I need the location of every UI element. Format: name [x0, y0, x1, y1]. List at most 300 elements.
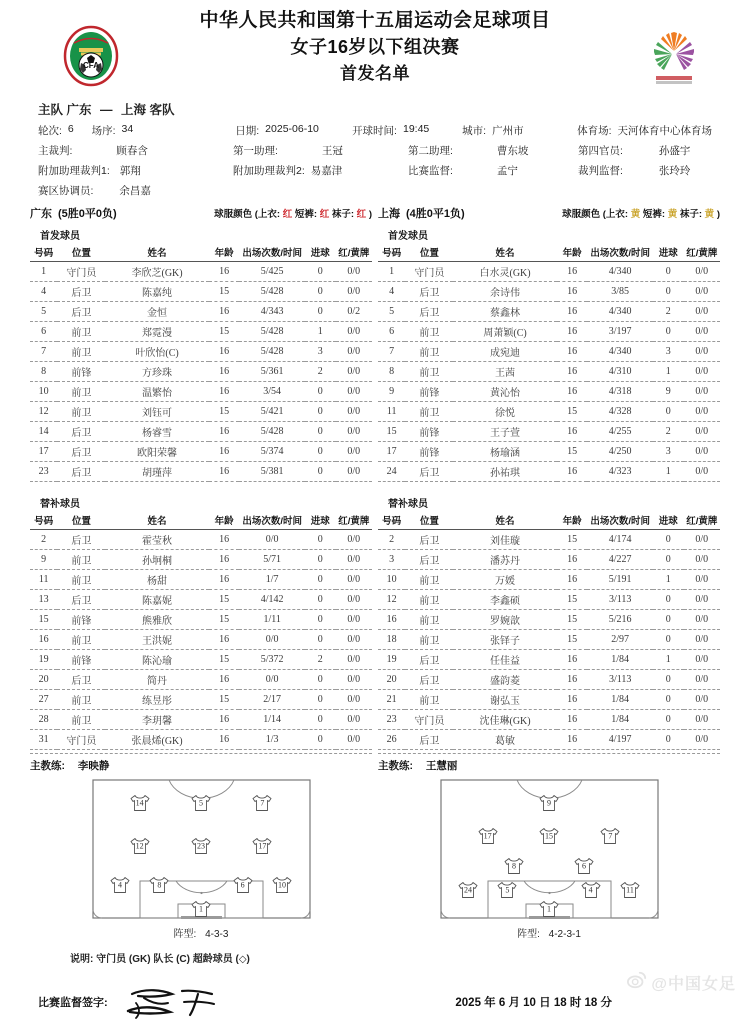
player-appearances: 4/174	[587, 530, 652, 550]
player-number: 10	[30, 382, 57, 402]
player-number: 26	[378, 730, 405, 750]
player-position: 前卫	[405, 342, 453, 362]
player-cards: 0/0	[336, 550, 372, 570]
pitch-player-shirt[interactable]	[271, 876, 293, 895]
svg-text:CFA: CFA	[83, 61, 99, 70]
player-appearances: 1/7	[239, 570, 304, 590]
coordinator-value: 余昌嘉	[119, 185, 151, 197]
table-row[interactable]	[30, 322, 372, 342]
player-position: 前卫	[57, 630, 105, 650]
table-row[interactable]	[30, 402, 372, 422]
player-cards: 0/0	[684, 282, 720, 302]
table-row[interactable]	[30, 302, 372, 322]
player-cards: 0/0	[684, 402, 720, 422]
table-row[interactable]	[378, 402, 720, 422]
versus-dash: —	[100, 103, 113, 117]
player-age: 16	[209, 530, 240, 550]
player-name: 沈佳琳(GK)	[453, 710, 556, 730]
national-games-logo	[640, 26, 708, 88]
player-goals: 0	[305, 302, 336, 322]
player-appearances: 1/84	[587, 710, 652, 730]
player-name: 李玥馨	[105, 710, 208, 730]
kickoff-value: 19:45	[402, 123, 430, 135]
player-cards: 0/0	[336, 422, 372, 442]
player-goals: 0	[305, 630, 336, 650]
pitch-player-shirt[interactable]	[477, 827, 499, 846]
signature-label: 比赛监督签字:	[38, 997, 108, 1009]
table-row[interactable]	[378, 650, 720, 670]
player-goals: 0	[305, 262, 336, 282]
kit-colors	[214, 206, 372, 220]
starters-title: 首发球员	[388, 231, 428, 242]
player-position: 后卫	[57, 590, 105, 610]
pitch-player-shirt[interactable]	[599, 827, 621, 846]
pitch-player-shirt[interactable]	[538, 793, 560, 812]
pitch-player-shirt[interactable]	[457, 880, 479, 899]
pitch-player-shirt[interactable]	[503, 856, 525, 875]
referee-field	[38, 143, 233, 158]
player-position: 前卫	[405, 690, 453, 710]
pitch-player-number: 7	[608, 831, 613, 841]
col-header-apps: 出场次数/时间	[239, 512, 304, 530]
player-cards: 0/0	[684, 730, 720, 750]
table-row[interactable]	[378, 362, 720, 382]
player-name: 陈沁瑜	[105, 650, 208, 670]
player-goals: 1	[653, 462, 684, 482]
player-position: 前锋	[57, 362, 105, 382]
player-goals: 0	[653, 710, 684, 730]
col-header-pos: 位置	[57, 244, 105, 262]
pitch-player-shirt[interactable]	[496, 880, 518, 899]
referee-supervisor-value: 张玲玲	[658, 165, 691, 177]
col-header-apps: 出场次数/时间	[587, 244, 652, 262]
player-name: 孙坰桐	[105, 550, 208, 570]
col-header-pos: 位置	[405, 512, 453, 530]
player-cards: 0/0	[684, 530, 720, 550]
col-header-pos: 位置	[405, 244, 453, 262]
table-row[interactable]	[378, 710, 720, 730]
table-row[interactable]	[378, 550, 720, 570]
player-number: 10	[378, 570, 405, 590]
match-info-row-2	[38, 143, 712, 158]
pitch-player-shirt[interactable]	[190, 900, 212, 919]
player-position: 后卫	[57, 462, 105, 482]
formation-diagram	[378, 779, 720, 919]
pitch-player-shirt[interactable]	[538, 900, 560, 919]
player-cards: 0/0	[336, 710, 372, 730]
player-goals: 0	[653, 530, 684, 550]
player-appearances: 5/216	[587, 610, 652, 630]
kit-shorts-color: 黄	[667, 209, 678, 220]
player-age: 16	[209, 442, 240, 462]
player-number: 11	[30, 570, 57, 590]
pitch-player-shirt[interactable]	[190, 837, 212, 856]
player-goals: 2	[653, 302, 684, 322]
team-record: (4胜0平1负)	[406, 208, 465, 220]
player-name: 王茜	[453, 362, 556, 382]
player-name: 温繁怡	[105, 382, 208, 402]
substitutes-title: 替补球员	[388, 499, 428, 510]
player-name: 练昱彤	[105, 690, 208, 710]
teams-line	[38, 100, 712, 118]
player-age: 16	[557, 570, 588, 590]
player-goals: 0	[653, 550, 684, 570]
away-label: 客队	[149, 103, 175, 117]
table-row[interactable]	[30, 530, 372, 550]
player-number: 17	[378, 442, 405, 462]
table-row[interactable]	[30, 422, 372, 442]
player-name: 葛敏	[453, 730, 556, 750]
assistant2-value: 曹东坡	[496, 145, 529, 157]
table-row[interactable]	[30, 342, 372, 362]
table-row[interactable]	[378, 282, 720, 302]
pitch-player-shirt[interactable]	[251, 837, 273, 856]
table-row[interactable]	[378, 262, 720, 282]
stadium-label: 体育场:	[577, 125, 612, 137]
player-position: 后卫	[57, 442, 105, 462]
player-name: 胡瑾萍	[105, 462, 208, 482]
table-row[interactable]	[378, 690, 720, 710]
player-number: 3	[378, 550, 405, 570]
table-row[interactable]	[30, 670, 372, 690]
table-row[interactable]	[30, 590, 372, 610]
player-number: 23	[378, 710, 405, 730]
pitch-player-shirt[interactable]	[538, 827, 560, 846]
pitch-player-shirt[interactable]	[251, 793, 273, 812]
player-goals: 0	[305, 610, 336, 630]
player-goals: 0	[305, 422, 336, 442]
player-cards: 0/0	[684, 442, 720, 462]
pitch-player-number: 7	[260, 798, 265, 808]
player-number: 23	[30, 462, 57, 482]
player-number: 2	[30, 530, 57, 550]
player-number: 6	[30, 322, 57, 342]
coach-name: 王慧丽	[425, 760, 458, 772]
player-appearances: 5/361	[239, 362, 304, 382]
coach-row	[30, 753, 372, 773]
table-row[interactable]	[30, 570, 372, 590]
player-name: 方珍珠	[105, 362, 208, 382]
round-field	[38, 123, 92, 138]
player-appearances: 5/71	[239, 550, 304, 570]
player-goals: 2	[653, 422, 684, 442]
coach-name: 李映静	[77, 760, 110, 772]
col-header-goals: 进球	[305, 512, 336, 530]
player-goals: 0	[653, 590, 684, 610]
player-position: 前锋	[405, 422, 453, 442]
pitch-player-shirt[interactable]	[129, 793, 151, 812]
table-row[interactable]	[378, 530, 720, 550]
player-age: 15	[209, 282, 240, 302]
col-header-age: 年龄	[557, 244, 588, 262]
formation-diagram	[30, 779, 372, 919]
player-goals: 0	[653, 690, 684, 710]
substitutes-title: 替补球员	[40, 499, 80, 510]
player-number: 6	[378, 322, 405, 342]
pitch-player-shirt[interactable]	[109, 876, 131, 895]
col-header-no: 号码	[30, 244, 57, 262]
player-age: 15	[209, 402, 240, 422]
round-label: 轮次:	[38, 125, 62, 137]
player-cards: 0/0	[336, 362, 372, 382]
starters-table	[378, 244, 720, 482]
player-appearances: 4/340	[587, 262, 652, 282]
coach-label: 主教练:	[30, 760, 65, 772]
table-row[interactable]	[30, 550, 372, 570]
player-goals: 0	[305, 530, 336, 550]
player-cards: 0/0	[684, 362, 720, 382]
col-header-cards: 红/黄牌	[336, 512, 372, 530]
table-row[interactable]	[30, 730, 372, 750]
table-row[interactable]	[378, 610, 720, 630]
player-position: 前卫	[57, 342, 105, 362]
pitch-player-shirt[interactable]	[148, 876, 170, 895]
roster-header-row	[378, 512, 720, 530]
team-name: 上海	[378, 208, 400, 220]
player-goals: 1	[653, 650, 684, 670]
col-header-no: 号码	[30, 512, 57, 530]
col-header-no: 号码	[378, 244, 405, 262]
player-age: 16	[557, 282, 588, 302]
match-supervisor-value: 孟宁	[496, 165, 518, 177]
player-age: 15	[557, 442, 588, 462]
pitch-player-shirt[interactable]	[619, 880, 641, 899]
player-goals: 0	[305, 442, 336, 462]
player-appearances: 4/250	[587, 442, 652, 462]
player-appearances: 4/255	[587, 422, 652, 442]
table-row[interactable]	[30, 382, 372, 402]
player-position: 守门员	[405, 262, 453, 282]
player-age: 16	[557, 342, 588, 362]
player-cards: 0/0	[336, 342, 372, 362]
player-number: 11	[378, 402, 405, 422]
referee-supervisor-label: 裁判监督:	[578, 165, 623, 177]
col-header-goals: 进球	[305, 244, 336, 262]
player-number: 20	[30, 670, 57, 690]
formation-row	[30, 925, 372, 940]
order-label: 场序:	[91, 125, 116, 137]
kit-prefix-label: 球服颜色 (上衣:	[562, 209, 629, 220]
kit-shirt-color: 黄	[630, 209, 641, 220]
player-age: 16	[557, 462, 588, 482]
table-row[interactable]	[30, 442, 372, 462]
assistant2-field	[408, 143, 578, 158]
pitch-player-shirt[interactable]	[129, 837, 151, 856]
player-name: 成宛迪	[453, 342, 556, 362]
player-age: 15	[209, 322, 240, 342]
player-cards: 0/0	[336, 322, 372, 342]
substitutes-table	[30, 512, 372, 750]
player-goals: 1	[653, 362, 684, 382]
player-age: 15	[557, 530, 588, 550]
team-block-home	[30, 205, 372, 940]
player-appearances: 5/374	[239, 442, 304, 462]
player-cards: 0/0	[684, 382, 720, 402]
player-name: 刘佳璇	[453, 530, 556, 550]
player-name: 金恒	[105, 302, 208, 322]
player-name: 杨甜	[105, 570, 208, 590]
table-row[interactable]	[30, 610, 372, 630]
kit-socks-label: 袜子:	[331, 209, 355, 220]
player-appearances: 1/84	[587, 690, 652, 710]
player-name: 杨睿雪	[105, 422, 208, 442]
player-position: 后卫	[57, 302, 105, 322]
pitch-player-number: 17	[258, 841, 267, 851]
player-name: 徐悦	[453, 402, 556, 422]
table-row[interactable]	[378, 422, 720, 442]
player-appearances: 0/0	[239, 670, 304, 690]
player-cards: 0/0	[684, 322, 720, 342]
player-goals: 9	[653, 382, 684, 402]
table-row[interactable]	[378, 442, 720, 462]
kit-colors	[562, 206, 720, 220]
table-row[interactable]	[30, 362, 372, 382]
pitch-player-number: 14	[135, 798, 144, 808]
player-number: 28	[30, 710, 57, 730]
table-row[interactable]	[30, 710, 372, 730]
player-position: 后卫	[405, 730, 453, 750]
player-age: 15	[209, 610, 240, 630]
pitch-player-number: 12	[135, 841, 144, 851]
player-age: 16	[209, 302, 240, 322]
player-name: 谢弘玉	[453, 690, 556, 710]
player-age: 16	[557, 322, 588, 342]
pitch-player-number: 4	[117, 880, 122, 890]
date-label: 日期:	[235, 125, 260, 137]
assistant2-label: 第二助理:	[408, 145, 453, 157]
pitch-player-number: 5	[505, 885, 510, 895]
table-row[interactable]	[30, 690, 372, 710]
pitch-player-shirt[interactable]	[190, 793, 212, 812]
player-goals: 0	[305, 590, 336, 610]
player-position: 后卫	[405, 282, 453, 302]
table-row[interactable]	[378, 590, 720, 610]
player-name: 黄沁怡	[453, 382, 556, 402]
player-number: 31	[30, 730, 57, 750]
col-header-cards: 红/黄牌	[684, 244, 720, 262]
player-appearances: 4/142	[239, 590, 304, 610]
player-position: 前卫	[405, 322, 453, 342]
table-row[interactable]	[378, 730, 720, 750]
player-age: 15	[557, 630, 588, 650]
add-assistant1-value: 郭翔	[119, 165, 141, 177]
player-name: 叶欣怡(C)	[105, 342, 208, 362]
col-header-apps: 出场次数/时间	[587, 512, 652, 530]
player-position: 后卫	[405, 302, 453, 322]
player-cards: 0/0	[336, 730, 372, 750]
starters-title: 首发球员	[40, 231, 80, 242]
col-header-pos: 位置	[57, 512, 105, 530]
player-number: 1	[378, 262, 405, 282]
player-cards: 0/0	[336, 462, 372, 482]
kit-shorts-color: 红	[319, 209, 330, 220]
table-row[interactable]	[378, 302, 720, 322]
home-team-name: 广东	[66, 103, 92, 117]
page-title-section: 首发名单	[340, 64, 410, 83]
player-number: 7	[30, 342, 57, 362]
coordinator-field	[38, 183, 233, 198]
table-row[interactable]	[378, 322, 720, 342]
pitch-player-shirt[interactable]	[573, 856, 595, 875]
assistant1-value: 王冠	[321, 145, 343, 157]
player-age: 16	[209, 570, 240, 590]
table-row[interactable]	[30, 650, 372, 670]
referee-label: 主裁判:	[38, 145, 73, 157]
player-position: 守门员	[405, 710, 453, 730]
pitch-player-shirt[interactable]	[232, 876, 254, 895]
player-number: 17	[30, 442, 57, 462]
player-name: 陈嘉妮	[105, 590, 208, 610]
table-row[interactable]	[378, 570, 720, 590]
player-appearances: 1/3	[239, 730, 304, 750]
player-age: 16	[557, 650, 588, 670]
col-header-age: 年龄	[557, 512, 588, 530]
add-assistant1-label: 附加助理裁判1:	[38, 165, 110, 177]
player-age: 16	[209, 730, 240, 750]
player-name: 熊雅欣	[105, 610, 208, 630]
table-row[interactable]	[378, 342, 720, 362]
player-goals: 0	[305, 282, 336, 302]
table-row[interactable]	[30, 262, 372, 282]
stadium-value: 天河体育中心体育场	[617, 125, 712, 137]
player-age: 16	[557, 730, 588, 750]
away-team-name: 上海	[120, 103, 146, 117]
teams-container	[0, 205, 750, 940]
table-row[interactable]	[378, 630, 720, 650]
date-field	[235, 123, 352, 138]
player-number: 9	[30, 550, 57, 570]
kit-suffix-label: )	[368, 209, 372, 220]
player-name: 王子萱	[453, 422, 556, 442]
table-row[interactable]	[378, 670, 720, 690]
table-row[interactable]	[378, 382, 720, 402]
round-value: 6	[67, 123, 74, 135]
player-number: 2	[378, 530, 405, 550]
kit-shorts-label: 短裤:	[642, 209, 666, 220]
team-header	[378, 205, 720, 221]
player-goals: 1	[653, 570, 684, 590]
player-cards: 0/0	[684, 302, 720, 322]
player-cards: 0/0	[336, 610, 372, 630]
player-age: 16	[557, 382, 588, 402]
match-supervisor-label: 比赛监督:	[408, 165, 453, 177]
table-row[interactable]	[30, 630, 372, 650]
table-row[interactable]	[378, 462, 720, 482]
player-number: 16	[378, 610, 405, 630]
pitch-player-number: 11	[626, 885, 634, 895]
formation-value: 4-3-3	[205, 929, 229, 940]
table-row[interactable]	[30, 462, 372, 482]
player-position: 前卫	[405, 590, 453, 610]
player-cards: 0/0	[684, 462, 720, 482]
referee-value: 顾春含	[116, 145, 148, 157]
table-row[interactable]	[30, 282, 372, 302]
player-number: 4	[378, 282, 405, 302]
kit-socks-label: 袜子:	[679, 209, 703, 220]
player-age: 16	[557, 422, 588, 442]
player-age: 16	[209, 362, 240, 382]
player-name: 潘苏丹	[453, 550, 556, 570]
watermark	[627, 970, 736, 995]
player-number: 4	[30, 282, 57, 302]
pitch-player-number: 8	[157, 880, 162, 890]
player-age: 16	[209, 550, 240, 570]
player-appearances: 4/340	[587, 342, 652, 362]
player-position: 后卫	[57, 422, 105, 442]
col-header-name: 姓名	[105, 512, 208, 530]
player-age: 15	[557, 402, 588, 422]
pitch-player-shirt[interactable]	[580, 880, 602, 899]
